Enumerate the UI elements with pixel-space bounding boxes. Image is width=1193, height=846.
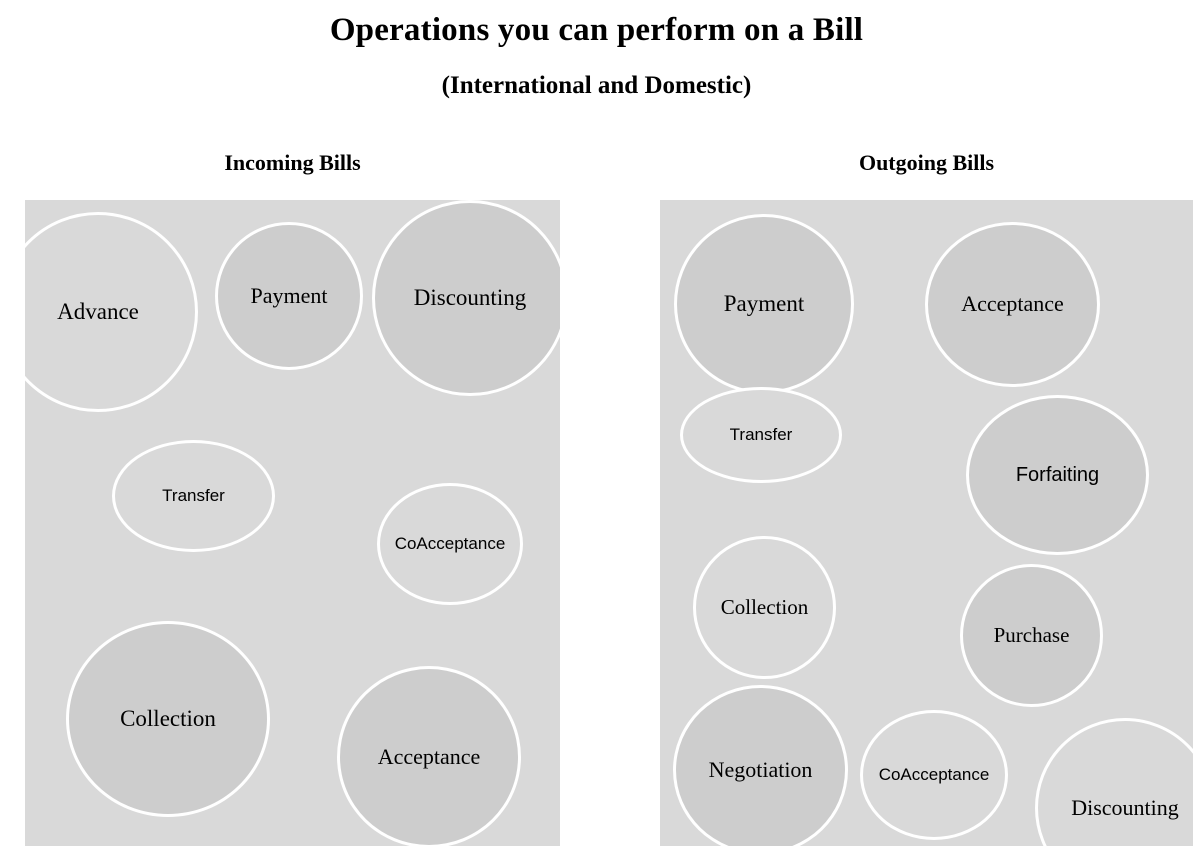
bubble-collection[interactable] (693, 536, 836, 679)
panel-incoming-bills (25, 200, 560, 846)
bubble-label: Collection (720, 594, 809, 619)
panel-heading-outgoing: Outgoing Bills (858, 150, 995, 175)
bubble-advance[interactable] (25, 212, 198, 412)
bubble-transfer[interactable] (112, 440, 275, 552)
bubble-negotiation[interactable] (673, 685, 848, 846)
bubble-label: Negotiation (708, 756, 813, 782)
bubble-acceptance[interactable] (925, 222, 1100, 387)
bubble-label: Transfer (162, 485, 225, 505)
bubble-label: Advance (57, 299, 139, 325)
bubble-payment[interactable] (674, 214, 854, 394)
panel-outgoing-bills (660, 200, 1193, 846)
bubble-label: Collection (120, 706, 216, 732)
bubble-discounting[interactable] (1035, 718, 1193, 846)
bubble-label: Acceptance (377, 743, 481, 769)
bubble-label: Forfaiting (1015, 464, 1100, 486)
page-title: Operations you can perform on a Bill (329, 12, 864, 48)
bubble-forfaiting[interactable] (966, 395, 1149, 555)
bubble-purchase[interactable] (960, 564, 1103, 707)
bubble-label: Transfer (729, 424, 793, 444)
bubble-transfer[interactable] (680, 387, 842, 483)
bubble-coacceptance[interactable] (377, 483, 523, 605)
bubble-label: CoAcceptance (878, 764, 990, 784)
bubble-acceptance[interactable] (337, 666, 521, 846)
bubble-label: CoAcceptance (394, 533, 506, 553)
bubble-label: Payment (723, 291, 805, 317)
bubble-label: Discounting (413, 285, 527, 311)
panel-heading-incoming: Incoming Bills (224, 150, 361, 175)
bubble-label: Acceptance (961, 291, 1064, 317)
bubble-label: Purchase (993, 622, 1070, 647)
bubble-coacceptance[interactable] (860, 710, 1008, 840)
bubble-payment[interactable] (215, 222, 363, 370)
bubble-label: Discounting (1071, 794, 1179, 820)
bubble-discounting[interactable] (372, 200, 560, 396)
bubble-label: Payment (250, 282, 328, 308)
page-subtitle: (International and Domestic) (441, 72, 752, 99)
bubble-collection[interactable] (66, 621, 270, 817)
